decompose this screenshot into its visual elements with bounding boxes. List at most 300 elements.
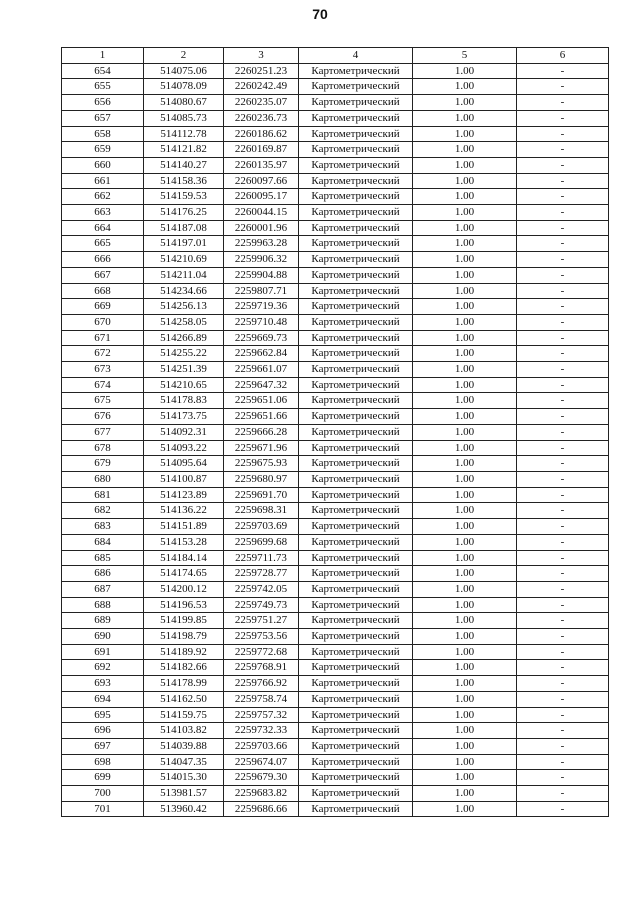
table-cell: 1.00 [413, 330, 517, 346]
table-cell: 1.00 [413, 487, 517, 503]
table-cell: 514093.22 [144, 440, 224, 456]
table-cell: 2259661.07 [224, 362, 299, 378]
table-cell: Картометрический [299, 597, 413, 613]
table-cell: 2260169.87 [224, 142, 299, 158]
table-cell: 2259711.73 [224, 550, 299, 566]
table-cell: 1.00 [413, 597, 517, 613]
table-cell: 2259691.70 [224, 487, 299, 503]
table-cell: - [517, 613, 609, 629]
table-cell: 1.00 [413, 205, 517, 221]
table-cell: 676 [62, 409, 144, 425]
table-cell: 685 [62, 550, 144, 566]
table-row [62, 738, 609, 754]
table-row [62, 754, 609, 770]
table-cell: Картометрический [299, 581, 413, 597]
table-cell: 1.00 [413, 691, 517, 707]
table-cell: 691 [62, 644, 144, 660]
table-cell: 2259758.74 [224, 691, 299, 707]
table-cell: 1.00 [413, 283, 517, 299]
table-cell: 679 [62, 456, 144, 472]
table-row [62, 723, 609, 739]
table-cell: 1.00 [413, 110, 517, 126]
table-cell: 1.00 [413, 676, 517, 692]
table-cell: Картометрический [299, 801, 413, 817]
table-cell: Картометрический [299, 79, 413, 95]
table-cell: - [517, 409, 609, 425]
table-cell: - [517, 566, 609, 582]
table-row [62, 676, 609, 692]
table-cell: - [517, 63, 609, 79]
table-cell: 1.00 [413, 95, 517, 111]
table-cell: 2259749.73 [224, 597, 299, 613]
table-cell: Картометрический [299, 409, 413, 425]
table-cell: Картометрический [299, 613, 413, 629]
table-cell: - [517, 738, 609, 754]
table-cell: Картометрический [299, 503, 413, 519]
table-row [62, 409, 609, 425]
table-cell: 660 [62, 157, 144, 173]
table-cell: 674 [62, 377, 144, 393]
table-cell: 514015.30 [144, 770, 224, 786]
table-cell: - [517, 770, 609, 786]
table-row [62, 707, 609, 723]
table-row [62, 299, 609, 315]
table-cell: - [517, 330, 609, 346]
table-cell: - [517, 534, 609, 550]
table-cell: 2259647.32 [224, 377, 299, 393]
table-cell: - [517, 189, 609, 205]
table-cell: - [517, 471, 609, 487]
column-header: 1 [62, 48, 144, 64]
table-cell: 514200.12 [144, 581, 224, 597]
table-cell: 2259662.84 [224, 346, 299, 362]
table-cell: 2259768.91 [224, 660, 299, 676]
table-row [62, 487, 609, 503]
table-cell: 2259772.68 [224, 644, 299, 660]
table-cell: 1.00 [413, 377, 517, 393]
table-row [62, 393, 609, 409]
table-cell: 698 [62, 754, 144, 770]
table-cell: Картометрический [299, 456, 413, 472]
table-cell: Картометрический [299, 754, 413, 770]
table-cell: - [517, 205, 609, 221]
table-cell: - [517, 362, 609, 378]
table-row [62, 330, 609, 346]
table-cell: 514140.27 [144, 157, 224, 173]
table-cell: - [517, 79, 609, 95]
table-cell: 1.00 [413, 252, 517, 268]
table-row [62, 157, 609, 173]
table-cell: 1.00 [413, 738, 517, 754]
table-cell: 514136.22 [144, 503, 224, 519]
table-row [62, 110, 609, 126]
table-row [62, 629, 609, 645]
table-row [62, 519, 609, 535]
table-row [62, 801, 609, 817]
table-row [62, 252, 609, 268]
table-cell: 693 [62, 676, 144, 692]
table-row [62, 471, 609, 487]
table-cell: 514251.39 [144, 362, 224, 378]
table-cell: Картометрический [299, 471, 413, 487]
table-row [62, 267, 609, 283]
table-cell: 666 [62, 252, 144, 268]
table-cell: 663 [62, 205, 144, 221]
table-cell: Картометрический [299, 205, 413, 221]
table-row [62, 346, 609, 362]
table-cell: - [517, 220, 609, 236]
table-cell: 2260186.62 [224, 126, 299, 142]
table-cell: 1.00 [413, 63, 517, 79]
table-cell: 672 [62, 346, 144, 362]
table-cell: 2259906.32 [224, 252, 299, 268]
table-cell: 696 [62, 723, 144, 739]
table-cell: 2259728.77 [224, 566, 299, 582]
table-cell: 514100.87 [144, 471, 224, 487]
table-cell: Картометрический [299, 566, 413, 582]
table-row [62, 691, 609, 707]
table-cell: 2259671.96 [224, 440, 299, 456]
table-cell: - [517, 597, 609, 613]
table-cell: 2259651.66 [224, 409, 299, 425]
table-cell: 1.00 [413, 299, 517, 315]
table-cell: 2259766.92 [224, 676, 299, 692]
table-cell: 2259703.66 [224, 738, 299, 754]
table-cell: 514210.65 [144, 377, 224, 393]
table-cell: 678 [62, 440, 144, 456]
table-cell: 701 [62, 801, 144, 817]
table-row [62, 189, 609, 205]
table-cell: 514178.83 [144, 393, 224, 409]
table-cell: 1.00 [413, 707, 517, 723]
table-cell: - [517, 126, 609, 142]
table-cell: 1.00 [413, 362, 517, 378]
table-row [62, 126, 609, 142]
table-cell: 1.00 [413, 503, 517, 519]
table-cell: 514159.75 [144, 707, 224, 723]
table-cell: 1.00 [413, 770, 517, 786]
table-row [62, 550, 609, 566]
table-row [62, 283, 609, 299]
table-cell: 514174.65 [144, 566, 224, 582]
table-cell: Картометрический [299, 126, 413, 142]
table-cell: 684 [62, 534, 144, 550]
table-cell: 2260044.15 [224, 205, 299, 221]
table-cell: Картометрический [299, 644, 413, 660]
table-cell: 667 [62, 267, 144, 283]
table-cell: - [517, 660, 609, 676]
table-cell: 686 [62, 566, 144, 582]
table-cell: 1.00 [413, 157, 517, 173]
table-cell: 514080.67 [144, 95, 224, 111]
table-cell: 681 [62, 487, 144, 503]
table-cell: 514187.08 [144, 220, 224, 236]
table-cell: 514151.89 [144, 519, 224, 535]
table-cell: Картометрический [299, 267, 413, 283]
table-cell: 514112.78 [144, 126, 224, 142]
table-cell: 513981.57 [144, 786, 224, 802]
table-cell: 514178.99 [144, 676, 224, 692]
table-cell: 677 [62, 424, 144, 440]
table-cell: Картометрический [299, 629, 413, 645]
table-cell: 1.00 [413, 220, 517, 236]
table-cell: - [517, 456, 609, 472]
table-cell: 2259904.88 [224, 267, 299, 283]
table-cell: - [517, 786, 609, 802]
table-row [62, 581, 609, 597]
table-cell: - [517, 346, 609, 362]
table-cell: 514123.89 [144, 487, 224, 503]
table-cell: 1.00 [413, 346, 517, 362]
table-cell: 675 [62, 393, 144, 409]
table-cell: 2260242.49 [224, 79, 299, 95]
table-cell: 2259679.30 [224, 770, 299, 786]
column-header: 6 [517, 48, 609, 64]
table-cell: 514258.05 [144, 314, 224, 330]
table-row [62, 95, 609, 111]
table-cell: - [517, 236, 609, 252]
table-cell: Картометрический [299, 487, 413, 503]
table-cell: 1.00 [413, 581, 517, 597]
table-cell: Картометрический [299, 362, 413, 378]
table-cell: 2259753.56 [224, 629, 299, 645]
table-row [62, 142, 609, 158]
table-cell: 2259683.82 [224, 786, 299, 802]
table-cell: Картометрический [299, 283, 413, 299]
table-cell: 514159.53 [144, 189, 224, 205]
table-cell: 2259680.97 [224, 471, 299, 487]
table-cell: Картометрический [299, 440, 413, 456]
table-cell: 671 [62, 330, 144, 346]
table-cell: Картометрический [299, 252, 413, 268]
table-cell: Картометрический [299, 236, 413, 252]
table-cell: 514103.82 [144, 723, 224, 739]
table-cell: 514199.85 [144, 613, 224, 629]
table-cell: 1.00 [413, 440, 517, 456]
table-cell: Картометрический [299, 424, 413, 440]
table-row [62, 786, 609, 802]
table-row [62, 566, 609, 582]
table-cell: 1.00 [413, 786, 517, 802]
table-row [62, 173, 609, 189]
table-cell: 659 [62, 142, 144, 158]
table-cell: Картометрический [299, 534, 413, 550]
table-row [62, 79, 609, 95]
table-cell: 662 [62, 189, 144, 205]
table-cell: 1.00 [413, 629, 517, 645]
table-cell: 2259751.27 [224, 613, 299, 629]
table-cell: 673 [62, 362, 144, 378]
table-cell: 2260095.17 [224, 189, 299, 205]
table-cell: 2259757.32 [224, 707, 299, 723]
table-cell: Картометрический [299, 519, 413, 535]
table-cell: 657 [62, 110, 144, 126]
table-cell: - [517, 644, 609, 660]
table-cell: 1.00 [413, 393, 517, 409]
table-row [62, 220, 609, 236]
table-cell: Картометрический [299, 786, 413, 802]
table-cell: Картометрический [299, 738, 413, 754]
table-cell: 2259807.71 [224, 283, 299, 299]
table-row [62, 424, 609, 440]
table-cell: 514210.69 [144, 252, 224, 268]
table-row [62, 205, 609, 221]
column-header: 2 [144, 48, 224, 64]
table-cell: 700 [62, 786, 144, 802]
table-row [62, 613, 609, 629]
table-cell: 687 [62, 581, 144, 597]
table-row [62, 456, 609, 472]
table-cell: 514121.82 [144, 142, 224, 158]
table-cell: 514176.25 [144, 205, 224, 221]
table-cell: 680 [62, 471, 144, 487]
table-cell: - [517, 629, 609, 645]
table-cell: 1.00 [413, 471, 517, 487]
table-cell: Картометрический [299, 393, 413, 409]
table-cell: 1.00 [413, 801, 517, 817]
table-cell: 514153.28 [144, 534, 224, 550]
table-cell: Картометрический [299, 110, 413, 126]
table-cell: 656 [62, 95, 144, 111]
table-row [62, 503, 609, 519]
table-cell: 514196.53 [144, 597, 224, 613]
table-body [62, 63, 609, 817]
table-cell: - [517, 581, 609, 597]
table-cell: - [517, 754, 609, 770]
table-row [62, 660, 609, 676]
table-cell: - [517, 707, 609, 723]
table-header-row [62, 48, 609, 64]
table-cell: 2259669.73 [224, 330, 299, 346]
table-cell: Картометрический [299, 63, 413, 79]
table-cell: - [517, 487, 609, 503]
table-row [62, 377, 609, 393]
table-cell: 2260097.66 [224, 173, 299, 189]
table-cell: 514211.04 [144, 267, 224, 283]
table-cell: 514162.50 [144, 691, 224, 707]
table-row [62, 440, 609, 456]
table-cell: 514047.35 [144, 754, 224, 770]
table-cell: 1.00 [413, 79, 517, 95]
table-cell: Картометрический [299, 770, 413, 786]
table-cell: 658 [62, 126, 144, 142]
table-cell: 2259686.66 [224, 801, 299, 817]
table-cell: - [517, 252, 609, 268]
table-cell: Картометрический [299, 660, 413, 676]
table-cell: 2259674.07 [224, 754, 299, 770]
table-cell: 514182.66 [144, 660, 224, 676]
table-cell: Картометрический [299, 220, 413, 236]
table-cell: 1.00 [413, 189, 517, 205]
table-cell: 2259742.05 [224, 581, 299, 597]
table-row [62, 63, 609, 79]
table-cell: Картометрический [299, 707, 413, 723]
table-cell: 2259719.36 [224, 299, 299, 315]
table-cell: - [517, 283, 609, 299]
table-cell: 670 [62, 314, 144, 330]
table-cell: 665 [62, 236, 144, 252]
table-cell: 669 [62, 299, 144, 315]
table-cell: 699 [62, 770, 144, 786]
table-cell: 2260135.97 [224, 157, 299, 173]
table-cell: 514095.64 [144, 456, 224, 472]
table-cell: 514092.31 [144, 424, 224, 440]
table-cell: 661 [62, 173, 144, 189]
table-cell: 2259963.28 [224, 236, 299, 252]
table-cell: 514266.89 [144, 330, 224, 346]
table-cell: 1.00 [413, 142, 517, 158]
table-row [62, 644, 609, 660]
table-cell: 655 [62, 79, 144, 95]
table-cell: 695 [62, 707, 144, 723]
table-cell: 1.00 [413, 723, 517, 739]
table-cell: 683 [62, 519, 144, 535]
table-cell: 694 [62, 691, 144, 707]
column-header: 4 [299, 48, 413, 64]
table-cell: 689 [62, 613, 144, 629]
table-cell: - [517, 424, 609, 440]
table-cell: 1.00 [413, 754, 517, 770]
table-cell: Картометрический [299, 330, 413, 346]
table-cell: - [517, 95, 609, 111]
table-cell: 1.00 [413, 613, 517, 629]
column-header: 5 [413, 48, 517, 64]
table-cell: 2259710.48 [224, 314, 299, 330]
table-cell: - [517, 377, 609, 393]
table-cell: 1.00 [413, 566, 517, 582]
table-cell: 514234.66 [144, 283, 224, 299]
table-cell: Картометрический [299, 550, 413, 566]
table-cell: Картометрический [299, 691, 413, 707]
table-cell: - [517, 550, 609, 566]
table-cell: 2260236.73 [224, 110, 299, 126]
table-cell: Картометрический [299, 676, 413, 692]
table-cell: 1.00 [413, 267, 517, 283]
table-cell: Картометрический [299, 299, 413, 315]
table-cell: 514198.79 [144, 629, 224, 645]
table-cell: 1.00 [413, 534, 517, 550]
table-cell: - [517, 142, 609, 158]
table-cell: 1.00 [413, 409, 517, 425]
table-row [62, 236, 609, 252]
table-cell: - [517, 723, 609, 739]
table-cell: Картометрический [299, 377, 413, 393]
table-cell: 514085.73 [144, 110, 224, 126]
table-cell: 1.00 [413, 519, 517, 535]
table-cell: 2259675.93 [224, 456, 299, 472]
table-cell: Картометрический [299, 723, 413, 739]
table-cell: - [517, 440, 609, 456]
table-cell: - [517, 393, 609, 409]
table-cell: Картометрический [299, 173, 413, 189]
table-cell: 654 [62, 63, 144, 79]
table-cell: 1.00 [413, 236, 517, 252]
table-cell: 690 [62, 629, 144, 645]
table-row [62, 534, 609, 550]
table-cell: 682 [62, 503, 144, 519]
table-cell: 514184.14 [144, 550, 224, 566]
table-cell: Картометрический [299, 346, 413, 362]
table-cell: 514255.22 [144, 346, 224, 362]
table-cell: - [517, 110, 609, 126]
table-cell: 2259698.31 [224, 503, 299, 519]
table-cell: - [517, 676, 609, 692]
table-cell: - [517, 801, 609, 817]
table-cell: 1.00 [413, 173, 517, 189]
table-cell: Картометрический [299, 142, 413, 158]
table-cell: Картометрический [299, 95, 413, 111]
table-cell: 514197.01 [144, 236, 224, 252]
